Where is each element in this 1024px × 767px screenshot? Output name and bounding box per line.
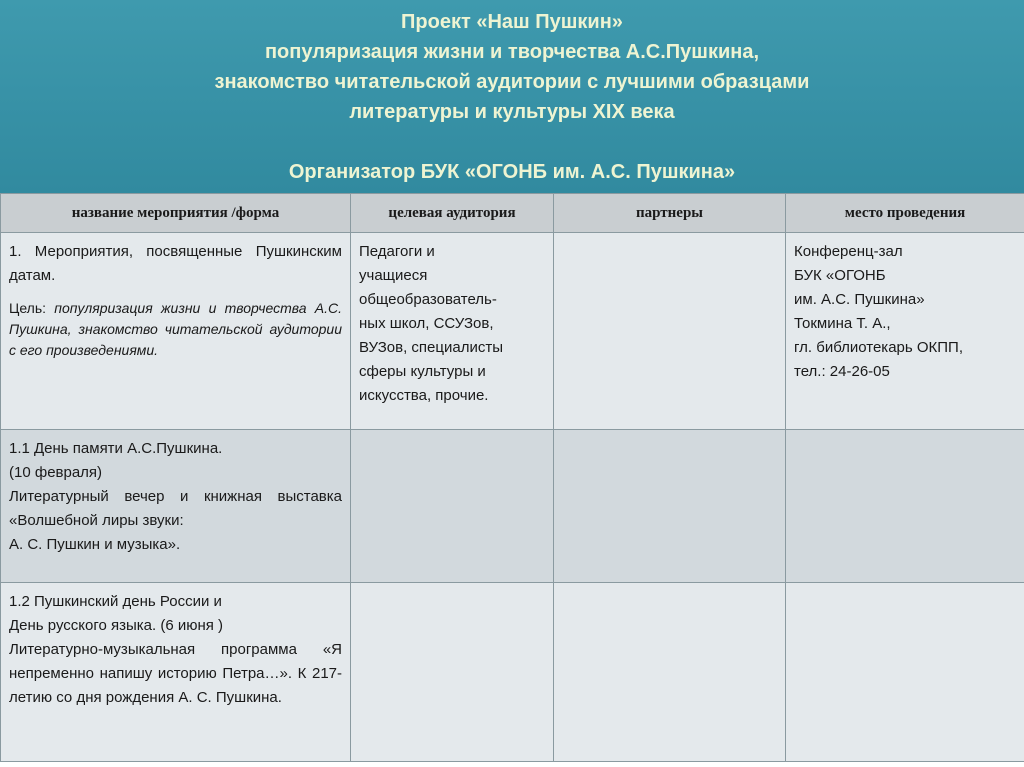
partners-cell	[554, 583, 786, 762]
venue-line: Конференц-зал	[794, 243, 903, 260]
event-cell	[1, 233, 351, 430]
column-header-partners: партнеры	[554, 194, 786, 233]
audience-line: ных школ, ССУЗов,	[359, 315, 494, 332]
audience-line: Педагоги и	[359, 243, 435, 260]
venue-line: гл. библиотекарь ОКПП,	[794, 339, 963, 356]
event-line: 1.2 Пушкинский день России и	[9, 593, 222, 610]
title-banner	[0, 0, 1024, 195]
audience-line: сферы культуры и	[359, 363, 486, 380]
table-header-row	[1, 194, 1024, 233]
events-table	[0, 193, 1024, 762]
audience-cell	[351, 430, 554, 583]
table-row	[1, 583, 1024, 762]
audience-line: учащиеся	[359, 267, 428, 284]
table-row	[1, 233, 1024, 430]
event-title: 1. Мероприятия, посвященные Пушкинским датам.	[9, 243, 342, 284]
event-line: Литературно-музыкальная программа «Я непременно напишу историю Петра…». К 217-летию со дня рождения А. С. Пушкина.	[9, 641, 342, 706]
audience-line: ВУЗов, специалисты	[359, 339, 503, 356]
partners-text	[554, 233, 785, 240]
venue-line: тел.: 24-26-05	[794, 363, 890, 380]
event-goal	[9, 298, 342, 361]
column-header-event: название мероприятия /форма	[1, 194, 351, 233]
column-header-audience: целевая аудитория	[351, 194, 554, 233]
venue-cell	[786, 430, 1024, 583]
audience-line: искусства, прочие.	[359, 387, 489, 404]
event-line: 1.1 День памяти А.С.Пушкина.	[9, 440, 223, 457]
event-cell	[1, 583, 351, 762]
venue-line: БУК «ОГОНБ	[794, 267, 886, 284]
event-line: А. С. Пушкин и музыка».	[9, 536, 181, 553]
audience-line: общеобразователь-	[359, 291, 497, 308]
event-cell	[1, 430, 351, 583]
venue-line: им. А.С. Пушкина»	[794, 291, 925, 308]
venue-line: Токмина Т. А.,	[794, 315, 891, 332]
event-line: Литературный вечер и книжная выставка «Волшебной лиры звуки:	[9, 488, 342, 529]
project-subtitle-line-2: знакомство читательской аудитории с лучшими образцами	[214, 71, 810, 93]
project-subtitle-line-3: литературы и культуры XIX века	[349, 101, 675, 123]
event-line: День русского языка. (6 июня )	[9, 617, 224, 634]
partners-cell	[554, 233, 786, 430]
audience-cell	[351, 583, 554, 762]
column-header-venue: место проведения	[786, 194, 1024, 233]
partners-cell	[554, 430, 786, 583]
venue-cell	[786, 233, 1024, 430]
project-title: Проект «Наш Пушкин»	[401, 11, 623, 33]
audience-cell	[351, 233, 554, 430]
event-line: (10 февраля)	[9, 464, 103, 481]
goal-text: популяризация жизни и творчества А.С. Пушкина, знакомство читательской аудитории с его произведениями.	[9, 300, 343, 358]
table-row	[1, 430, 1024, 583]
venue-cell	[786, 583, 1024, 762]
project-subtitle-line-1: популяризация жизни и творчества А.С.Пушкина,	[264, 41, 760, 63]
goal-label: Цель:	[9, 300, 47, 316]
organizer-line: Организатор БУК «ОГОНБ им. А.С. Пушкина»	[288, 161, 736, 183]
